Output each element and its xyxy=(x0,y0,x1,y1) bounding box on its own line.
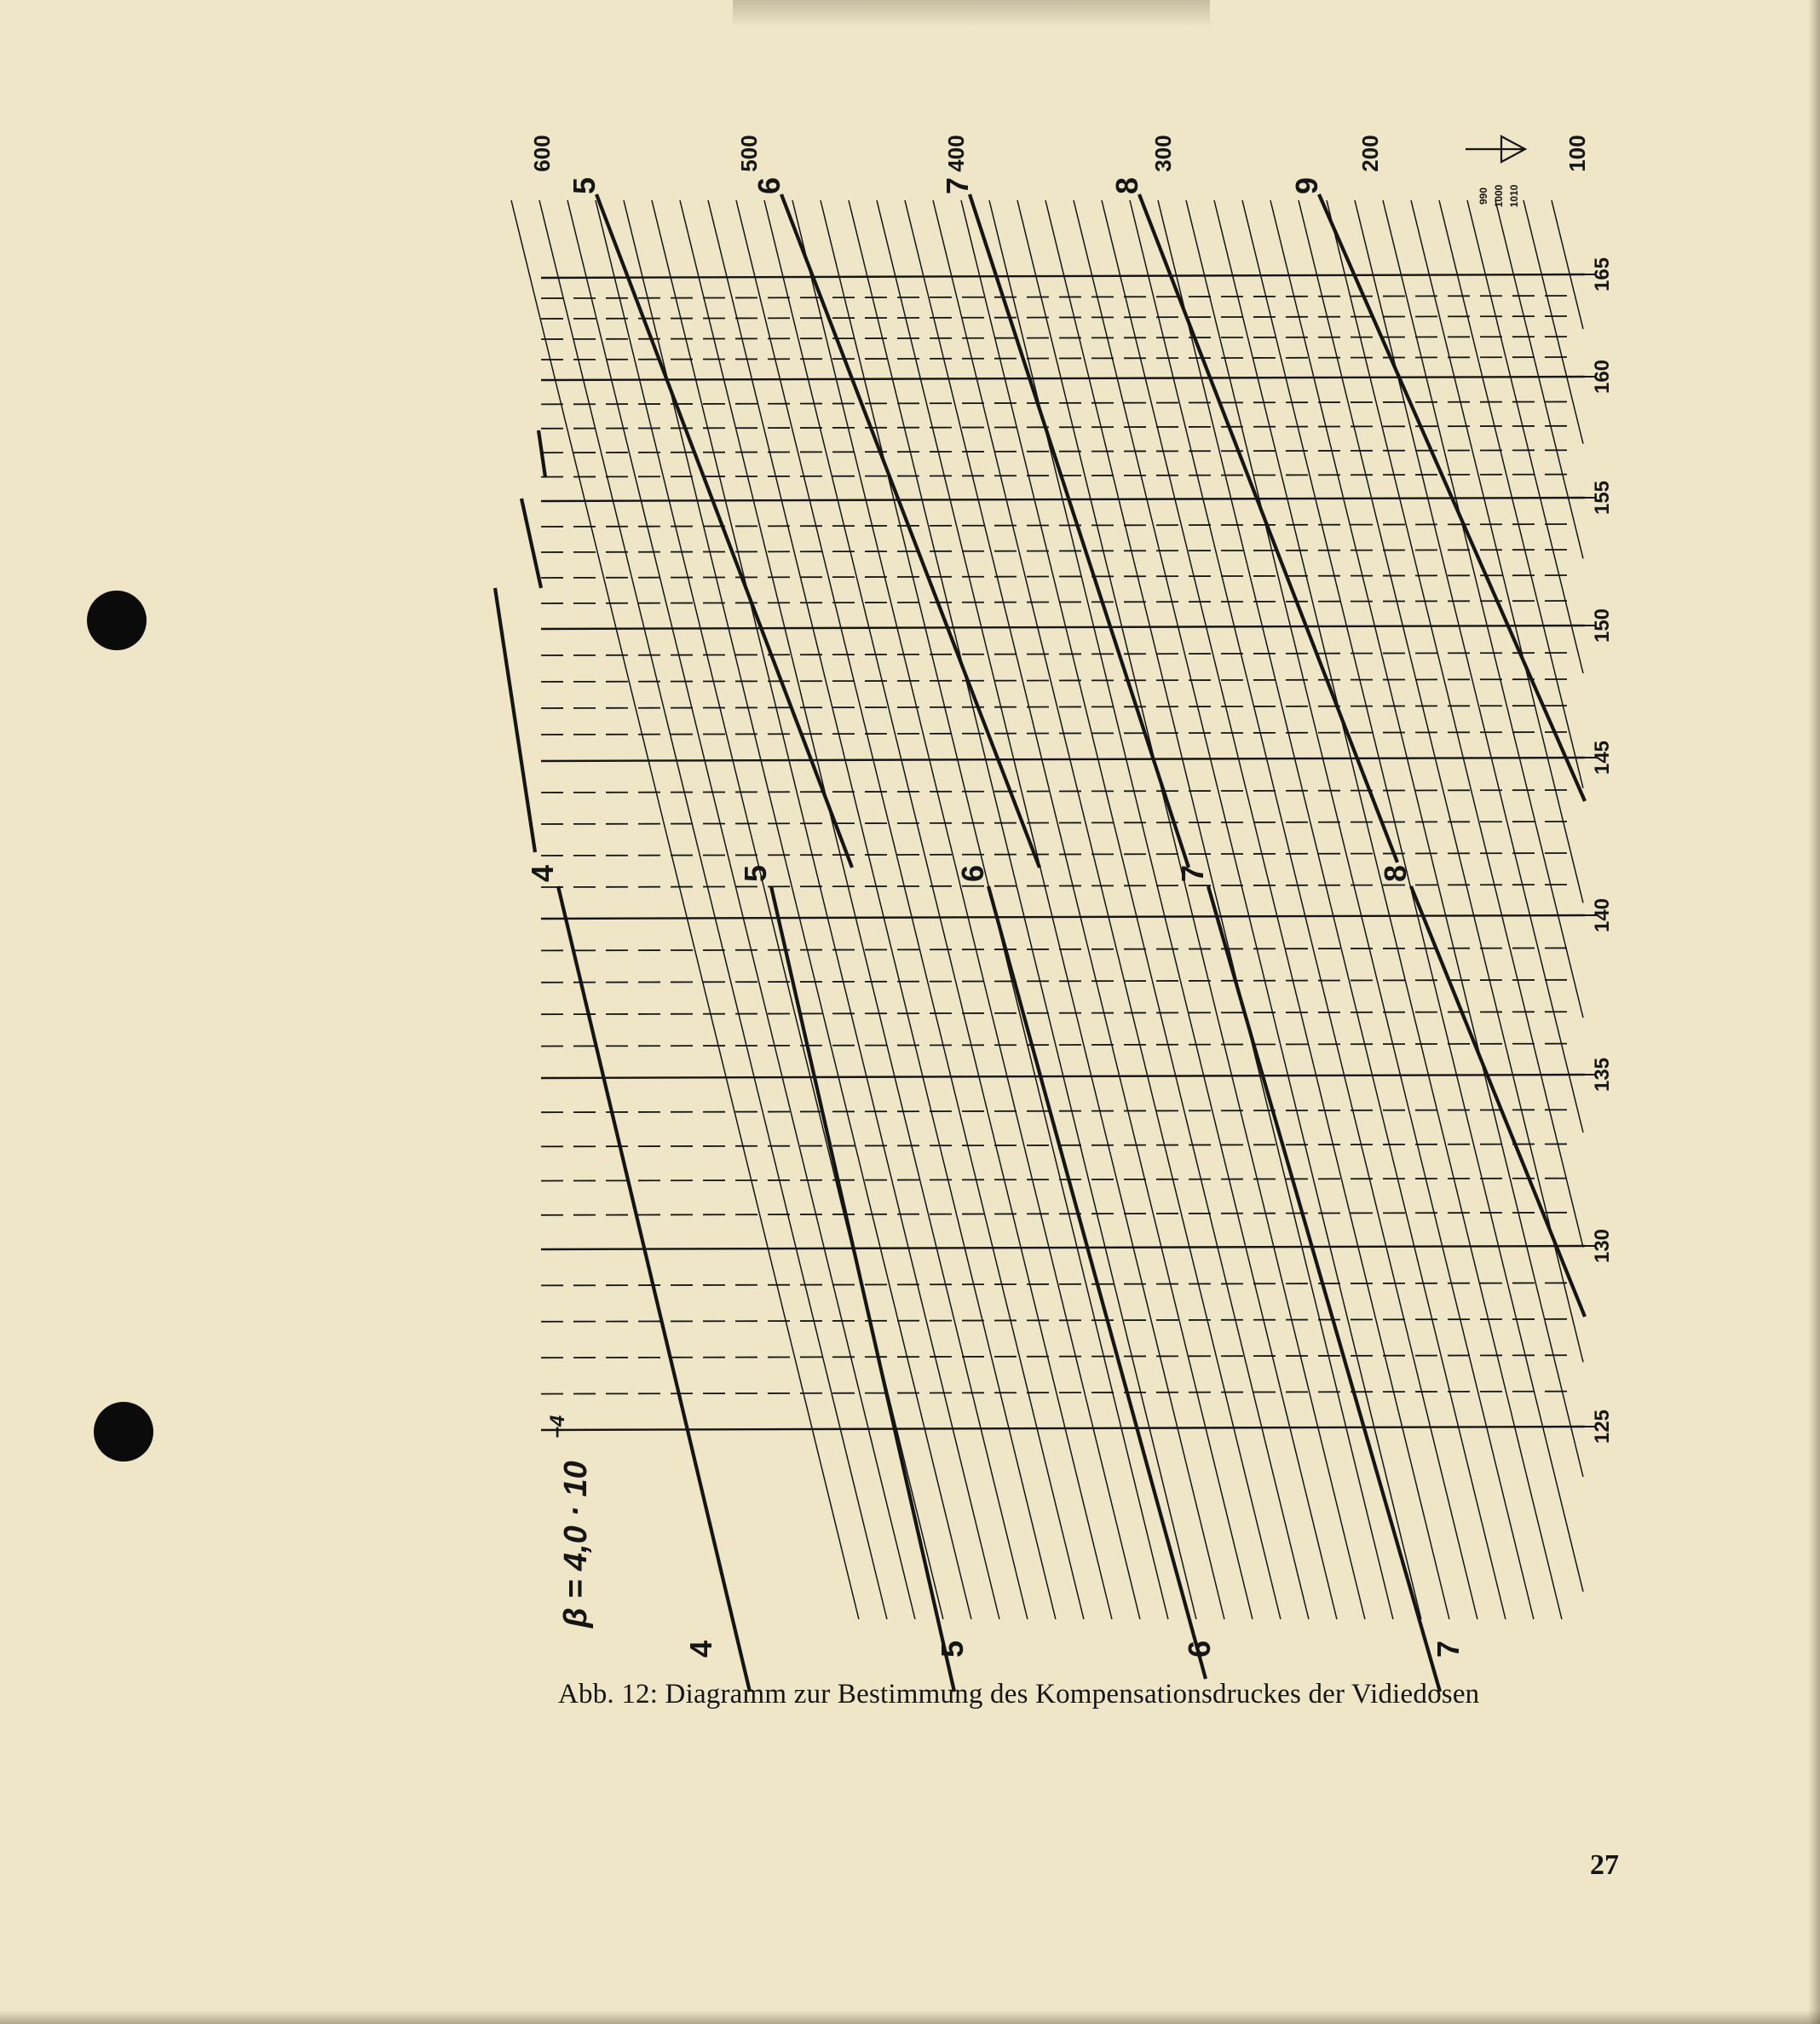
dash-row xyxy=(541,1319,1576,1322)
top-scale-label: 500 xyxy=(736,135,762,172)
dash-row xyxy=(541,679,1576,682)
upper-isoline-label: 7 xyxy=(940,176,975,195)
pressure-line-145 xyxy=(541,758,1585,761)
left-edge-isoline xyxy=(495,588,535,852)
isoline-thin xyxy=(539,200,887,1619)
isoline-thin xyxy=(708,200,1056,1619)
upper-isoline-label: 8 xyxy=(1109,176,1144,195)
dash-row xyxy=(541,706,1576,708)
isoline-thin xyxy=(1186,200,1534,1619)
isoline-thin xyxy=(1552,200,1583,329)
top-scale-label: 100 xyxy=(1564,135,1590,172)
middle-isoline-label: 6 xyxy=(955,864,990,883)
upper-isoline-label: 6 xyxy=(752,176,786,195)
right-scale-label: 140 xyxy=(1591,897,1614,933)
lower-isoline-label: 7 xyxy=(1431,1640,1466,1658)
dash-row xyxy=(541,575,1576,578)
beta-parameter-label: β = 4,0 · 10 xyxy=(558,1461,594,1628)
isoline-thin xyxy=(736,200,1084,1619)
dash-row xyxy=(541,1110,1576,1112)
reference-mark: 990 xyxy=(1477,187,1489,205)
dash-row xyxy=(541,822,1576,824)
scan-edge-shadow xyxy=(1808,0,1820,2024)
lower-isoline-label: 6 xyxy=(1182,1640,1217,1658)
isoline-thin xyxy=(1523,200,1583,444)
upper-isoline-8 xyxy=(1139,194,1397,862)
arrow-icon xyxy=(1466,136,1525,162)
isoline-thin xyxy=(1299,200,1583,1362)
isoline-thin xyxy=(567,200,915,1619)
lower-isoline-label: 4 xyxy=(683,1640,718,1658)
isoline-thin xyxy=(1439,200,1583,788)
dash-row xyxy=(541,550,1576,552)
isoline-thin xyxy=(1158,200,1506,1619)
upper-isoline-label: 9 xyxy=(1289,176,1324,195)
dash-row xyxy=(541,401,1576,404)
left-edge-isoline-top xyxy=(539,430,545,477)
right-scale-label: 155 xyxy=(1591,480,1614,516)
dash-row xyxy=(541,1012,1576,1014)
dash-row xyxy=(541,790,1576,793)
middle-isoline-5 xyxy=(771,886,954,1692)
isoline-thin xyxy=(680,200,1028,1619)
isoline-thin xyxy=(1411,200,1583,902)
isoline-thin xyxy=(1045,200,1393,1619)
scan-bottom-shadow xyxy=(0,2010,1820,2024)
right-scale-label: 165 xyxy=(1591,257,1614,292)
dash-row xyxy=(541,1392,1576,1394)
right-scale-label: 125 xyxy=(1591,1409,1614,1444)
oblique-isolines xyxy=(495,194,1585,1692)
middle-isoline-8 xyxy=(1411,886,1585,1317)
pressure-line-125 xyxy=(541,1427,1585,1430)
isoline-thin xyxy=(1130,200,1477,1619)
isoline-thin xyxy=(1102,200,1449,1619)
left-edge-isoline-upper xyxy=(521,499,541,588)
middle-isoline-7 xyxy=(1208,886,1440,1692)
dash-row xyxy=(541,524,1576,527)
right-scale-label: 130 xyxy=(1591,1228,1614,1264)
isoline-thin xyxy=(905,200,1253,1619)
isoline-thin xyxy=(1074,200,1421,1619)
dash-row xyxy=(541,853,1576,856)
figure-caption: Abb. 12: Diagramm zur Bestimmung des Kompensationsdruckes der Vidiedosen xyxy=(558,1679,1480,1710)
middle-isoline-label: 4 xyxy=(525,864,560,883)
dash-row xyxy=(541,475,1576,477)
dash-row xyxy=(541,732,1576,735)
lower-isoline-label: 5 xyxy=(935,1640,970,1658)
dash-row xyxy=(541,316,1576,319)
reference-mark: 1000 xyxy=(1493,184,1505,208)
beta-exponent: −4 xyxy=(546,1415,569,1439)
isoline-thin xyxy=(1017,200,1365,1619)
isoline-thin xyxy=(764,200,1112,1619)
upper-isoline-label: 5 xyxy=(567,176,602,195)
right-scale-label: 135 xyxy=(1591,1057,1614,1093)
right-scale-label: 160 xyxy=(1591,359,1614,395)
dash-row xyxy=(541,948,1576,950)
pressure-line-160 xyxy=(541,377,1585,380)
top-scale-label: 400 xyxy=(943,135,969,172)
isoline-thin xyxy=(792,200,1140,1619)
right-scale-label: 145 xyxy=(1591,740,1614,776)
isoline-thin xyxy=(652,200,999,1619)
dash-row xyxy=(541,450,1576,453)
dash-row xyxy=(541,1213,1576,1215)
top-scale-label: 300 xyxy=(1150,135,1176,172)
upper-isoline-5 xyxy=(596,194,852,868)
reference-marks xyxy=(1477,184,1520,207)
dash-row xyxy=(541,296,1576,298)
page-number: 27 xyxy=(1590,1849,1619,1881)
dash-row xyxy=(541,1355,1576,1358)
isoline-thin xyxy=(849,200,1196,1619)
pressure-line-150 xyxy=(541,626,1585,629)
top-scale-label: 600 xyxy=(529,135,555,172)
isoline-thin xyxy=(1355,200,1583,1133)
isoline-thin xyxy=(1495,200,1583,558)
isoline-thin xyxy=(1467,200,1583,673)
middle-isoline-label: 7 xyxy=(1175,864,1210,883)
middle-isoline-label: 5 xyxy=(738,864,773,883)
dash-row xyxy=(541,980,1576,983)
middle-isoline-label: 8 xyxy=(1378,864,1413,883)
isoline-thin xyxy=(1270,200,1583,1477)
dash-row xyxy=(541,337,1576,339)
dash-row xyxy=(541,653,1576,655)
right-scale-label: 150 xyxy=(1591,608,1614,643)
isoline-thin xyxy=(933,200,1281,1619)
reference-mark: 1010 xyxy=(1508,184,1520,208)
isoline-thin xyxy=(877,200,1224,1619)
dash-row xyxy=(541,1179,1576,1181)
pressure-line-140 xyxy=(541,915,1585,919)
isoline-thin xyxy=(624,200,971,1619)
top-scale-label: 200 xyxy=(1357,135,1383,172)
pressure-line-130 xyxy=(541,1246,1585,1249)
dash-row xyxy=(541,885,1576,887)
isoline-thin xyxy=(1214,200,1562,1619)
isoline-thin xyxy=(961,200,1309,1619)
